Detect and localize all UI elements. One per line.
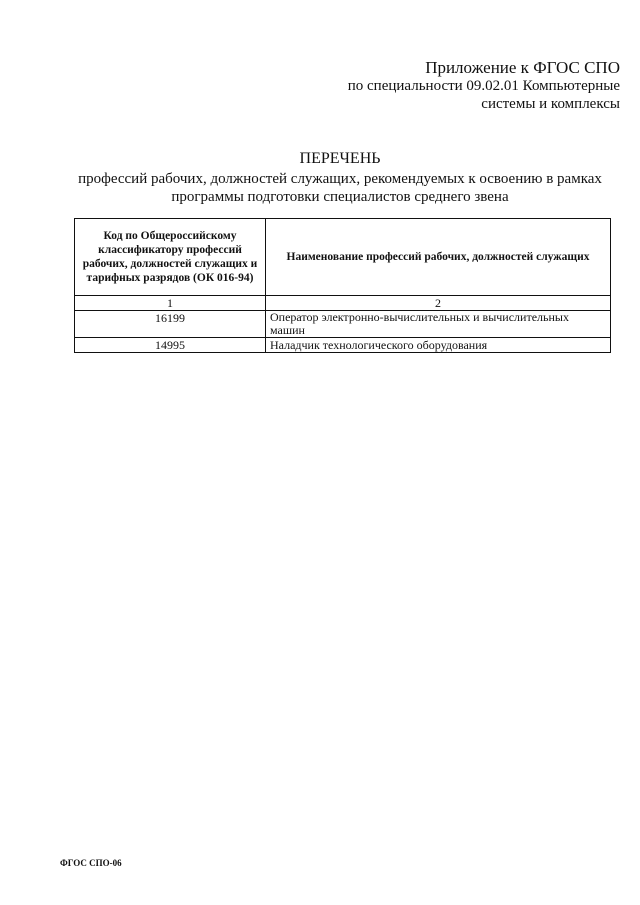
- header-code: Код по Общероссийскому классификатору профессий рабочих, должностей служащих и тарифных разрядов (ОК 016-94): [75, 219, 266, 296]
- column-number-1: 1: [75, 296, 266, 311]
- row-code: 14995: [75, 338, 266, 353]
- column-number-row: [75, 296, 611, 311]
- row-name: Наладчик технологического оборудования: [266, 338, 611, 353]
- title-line-1: профессий рабочих, должностей служащих, рекомендуемых к освоению в рамках: [78, 171, 602, 187]
- header-name: Наименование профессий рабочих, должностей служащих: [266, 219, 611, 296]
- column-number-2: 2: [266, 296, 611, 311]
- appendix-line-3: системы и комплексы: [481, 96, 620, 112]
- appendix-note: [220, 58, 620, 113]
- page-footer: ФГОС СПО-06: [60, 858, 122, 868]
- appendix-line-2: по специальности 09.02.01 Компьютерные: [347, 78, 620, 94]
- title-line-2: программы подготовки специалистов среднего звена: [171, 189, 509, 205]
- document-title: [60, 150, 620, 206]
- appendix-line-1: Приложение к ФГОС СПО: [425, 58, 620, 77]
- row-name: Оператор электронно-вычислительных и вычислительных машин: [266, 311, 611, 338]
- table-row: [75, 311, 611, 338]
- title-heading: ПЕРЕЧЕНЬ: [299, 150, 381, 167]
- row-code: 16199: [75, 311, 266, 338]
- table-row: [75, 338, 611, 353]
- professions-table: [74, 218, 611, 353]
- table-header-row: [75, 219, 611, 296]
